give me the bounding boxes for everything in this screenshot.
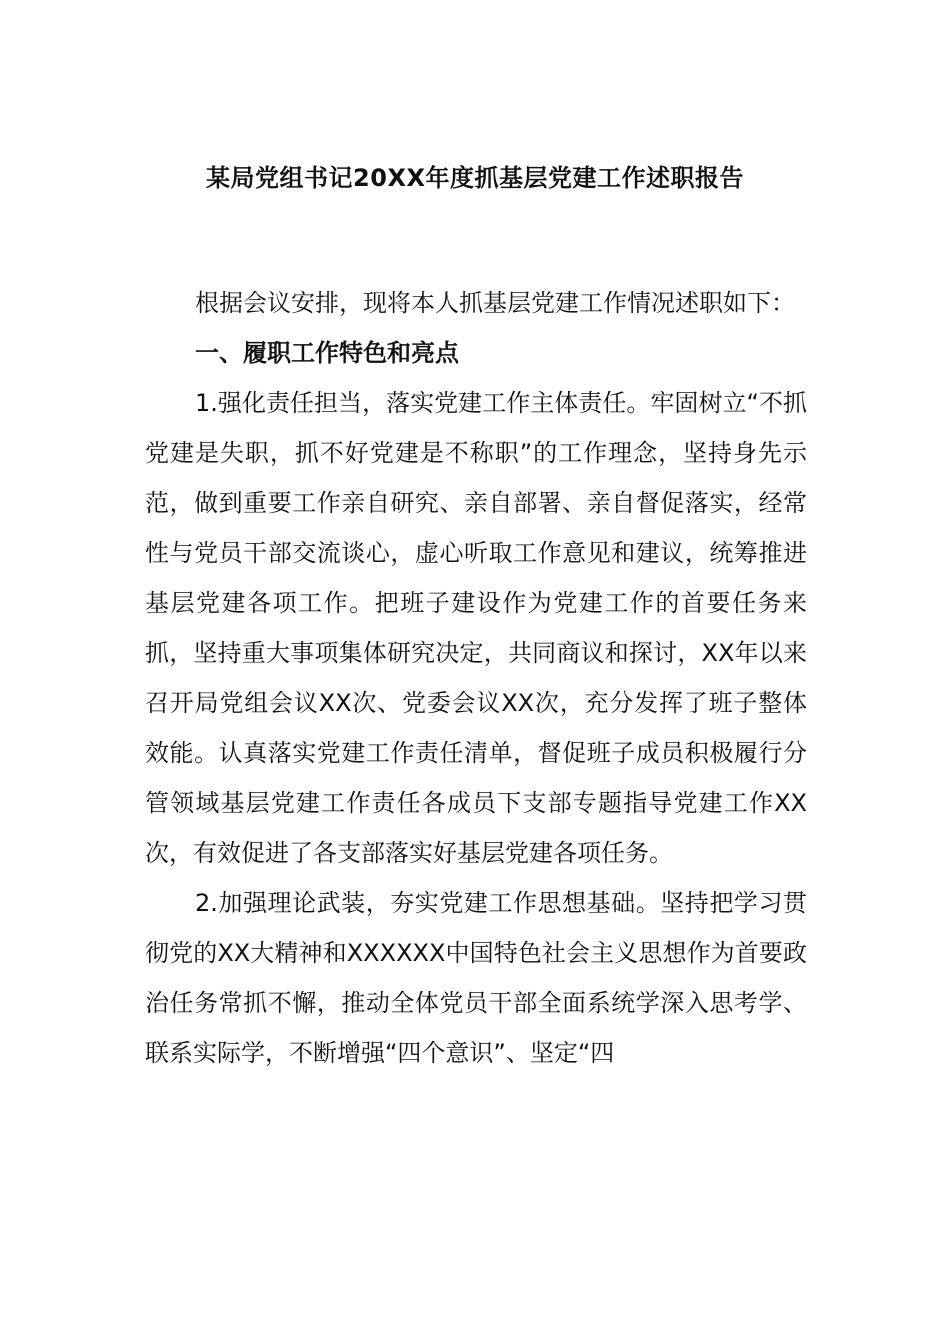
document-body — [145, 278, 807, 1078]
paragraph-1: 1.强化责任担当，落实党建工作主体责任。牢固树立“不抓党建是失职，抓不好党建是不称职”的工作理念，坚持身先示范，做到重要工作亲自研究、亲自部署、亲自督促落实，经常性与党员干部交流谈心，虚心听取工作意见和建议，统筹推进基层党建各项工作。把班子建设作为党建工作的首要任务来抓，坚持重大事项集体研究决定，共同商议和探讨，XX年以来召开局党组会议XX次、党委会议XX次，充分发挥了班子整体效能。认真落实党建工作责任清单，督促班子成员积极履行分管领域基层党建工作责任各成员下支部专题指导党建工作XX次，有效促进了各支部落实好基层党建各项任务。 — [145, 389, 807, 867]
intro-paragraph: 根据会议安排，现将本人抓基层党建工作情况述职如下： — [195, 289, 795, 317]
section-heading: 一、履职工作特色和亮点 — [195, 339, 459, 367]
paragraph-2: 2.加强理论武装，夯实党建工作思想基础。坚持把学习贯彻党的XX大精神和XXXXXX中国特色社会主义思想作为首要政治任务常抓不懈，推动全体党员干部全面系统学深入思考学、联系实际学，不断增强“四个意识”、坚定“四 — [145, 889, 807, 1067]
document-title: 某局党组书记20XX年度抓基层党建工作述职报告 — [206, 164, 744, 192]
